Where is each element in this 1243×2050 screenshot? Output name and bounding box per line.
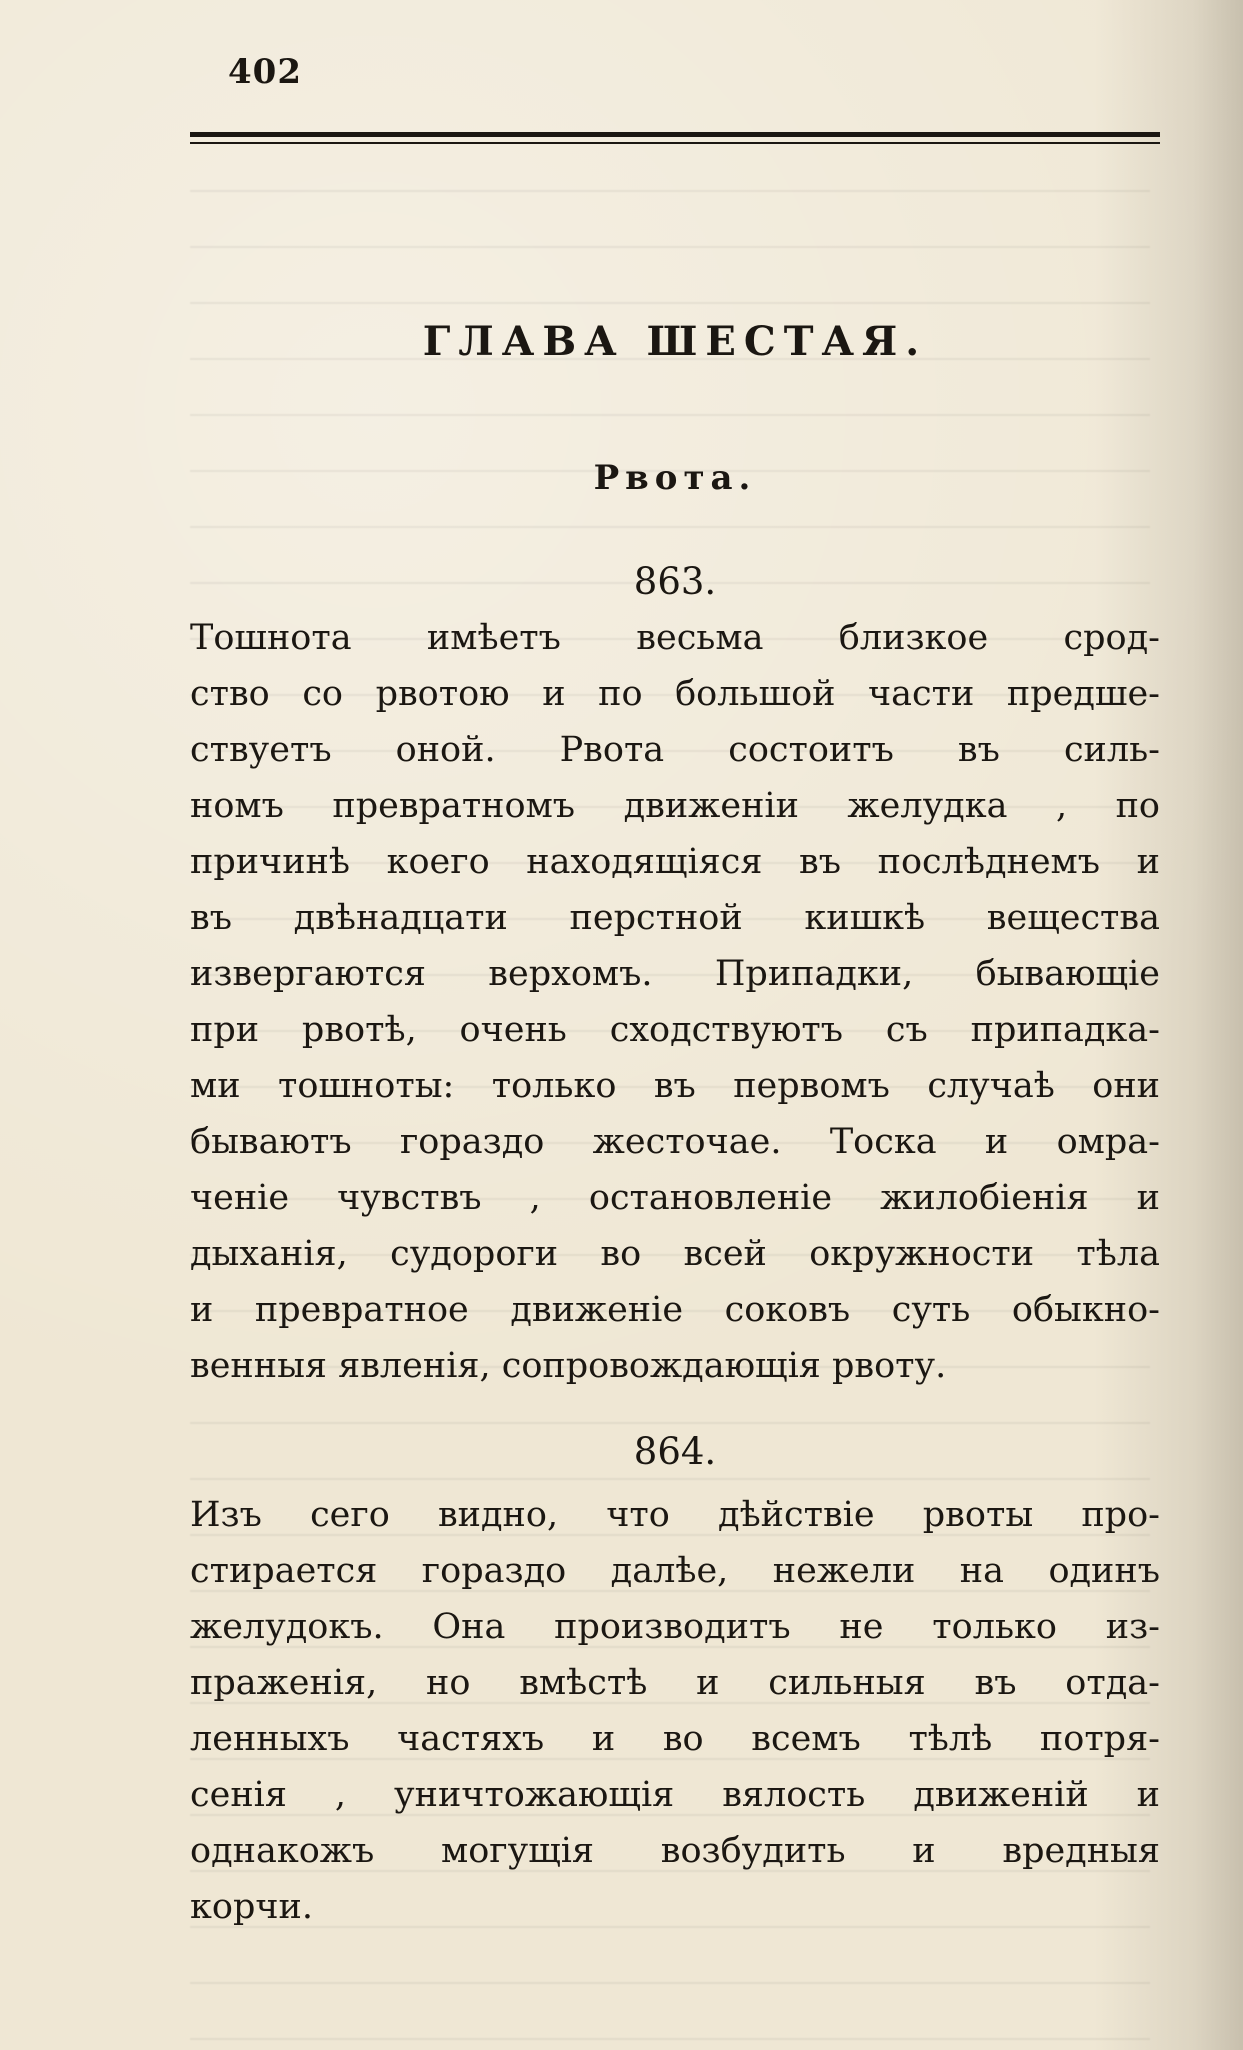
- paragraph-number-863: 863.: [633, 560, 717, 603]
- chapter-title: ГЛАВА ШЕСТАЯ.: [422, 318, 928, 365]
- text-line: праженія, но вмѣстѣ и сильныя въ отда-: [190, 1663, 1160, 1703]
- paragraph-864: [190, 1487, 1160, 1935]
- text-line: ствуетъ оной. Рвота состоитъ въ силь-: [190, 730, 1160, 770]
- text-line: при рвотѣ, очень сходствуютъ съ припадка-: [190, 1010, 1160, 1050]
- text-line: стирается гораздо далѣе, нежели на одинъ: [190, 1551, 1160, 1591]
- text-line: въ двѣнадцати перстной кишкѣ вещества: [190, 898, 1160, 938]
- paragraph-number-864: 864.: [633, 1430, 717, 1473]
- text-line: ство со рвотою и по большой части предше-: [190, 674, 1160, 714]
- text-line: Тошнота имѣетъ весьма близкое срод-: [190, 618, 1160, 658]
- header-rule: [190, 132, 1160, 144]
- text-line: номъ превратномъ движеніи желудка , по: [190, 786, 1160, 826]
- text-line: желудокъ. Она производитъ не только из-: [190, 1607, 1160, 1647]
- text-line: однакожъ могущія возбудить и вредныя: [190, 1831, 1160, 1871]
- text-line: извергаются верхомъ. Припадки, бывающіе: [190, 954, 1160, 994]
- section-title: Рвота.: [593, 458, 757, 498]
- text-line: венныя явленія, сопровождающія рвоту.: [190, 1346, 947, 1386]
- text-line: сенія , уничтожающія вялость движеній и: [190, 1775, 1160, 1815]
- text-line: ленныхъ частяхъ и во всемъ тѣлѣ потря-: [190, 1719, 1160, 1759]
- text-line: ми тошноты: только въ первомъ случаѣ они: [190, 1066, 1160, 1106]
- text-line: дыханія, судороги во всей окружности тѣла: [190, 1234, 1160, 1274]
- text-line: корчи.: [190, 1887, 313, 1927]
- text-line: Изъ сего видно, что дѣйствіе рвоты про-: [190, 1495, 1160, 1535]
- text-line: причинѣ коего находящіяся въ послѣднемъ и: [190, 842, 1160, 882]
- page-number: 402: [228, 52, 302, 92]
- text-line: бываютъ гораздо жесточае. Тоска и омра-: [190, 1122, 1160, 1162]
- text-line: ченіе чувствъ , остановленіе жилобіенія и: [190, 1178, 1160, 1218]
- paragraph-863: [190, 610, 1160, 1394]
- text-line: и превратное движеніе соковъ суть обыкно-: [190, 1290, 1160, 1330]
